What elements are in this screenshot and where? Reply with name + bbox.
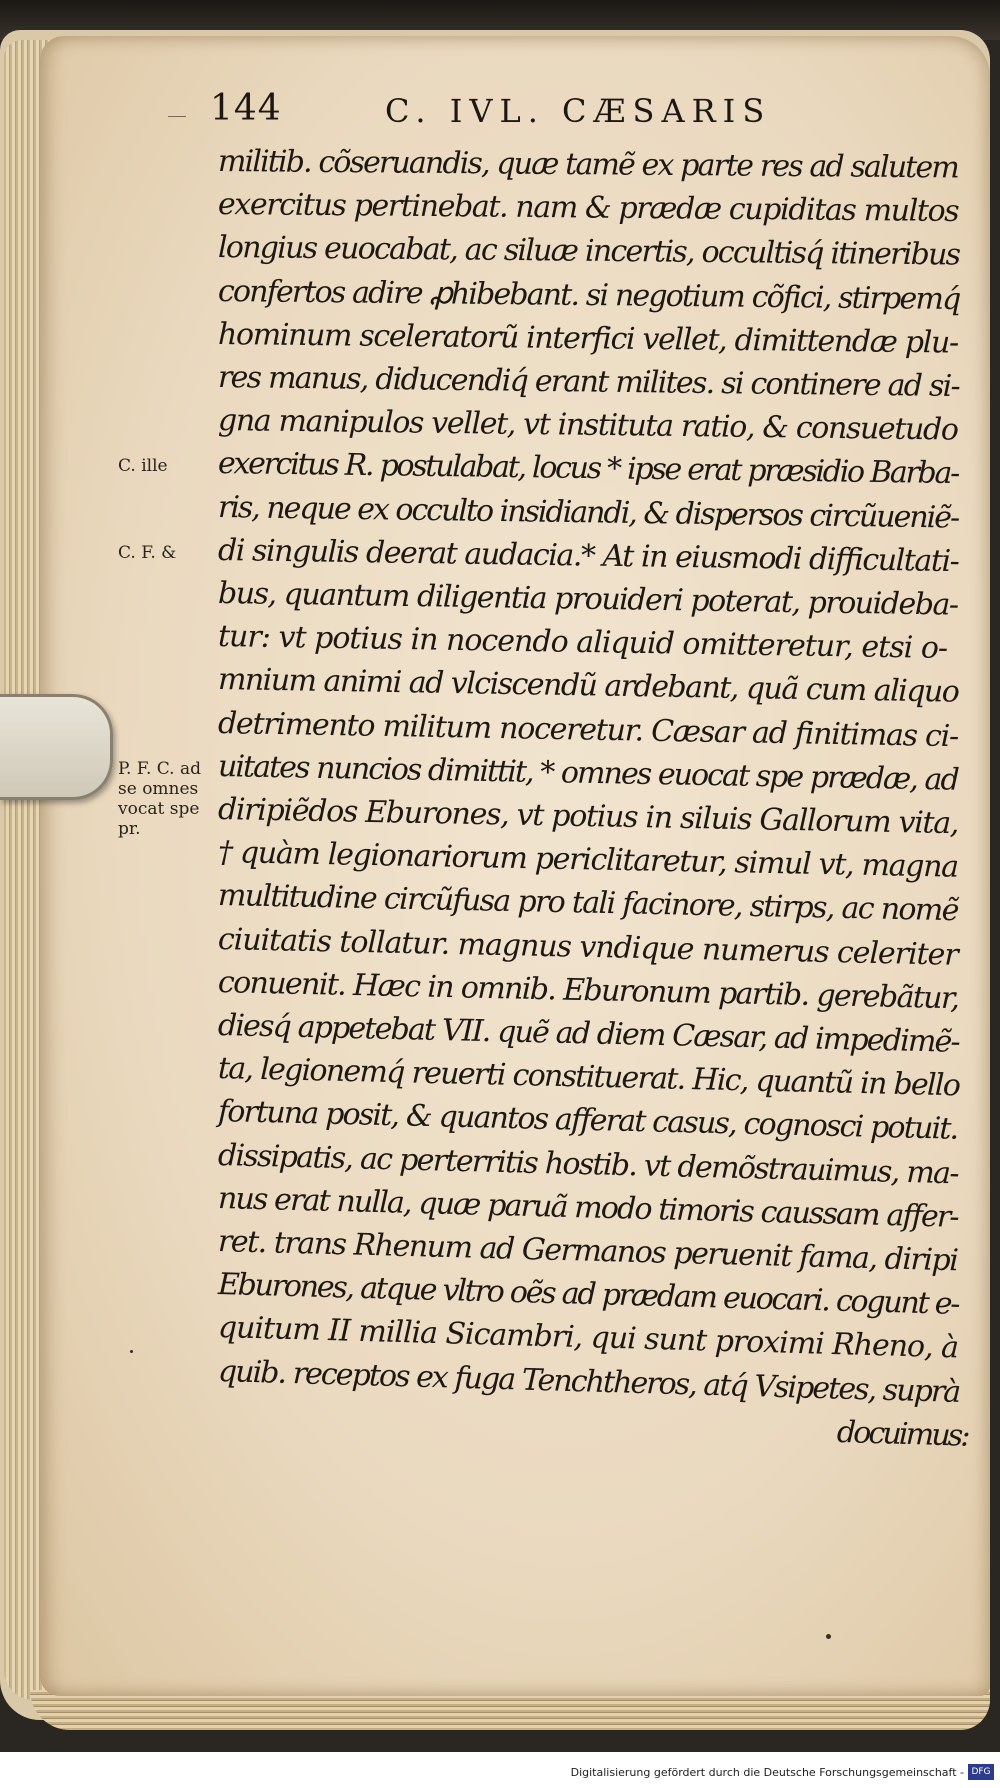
text-line: di singulis deerat audacia.* At in eiusmodi difficultati- [217, 532, 959, 579]
ink-fleck [130, 1350, 133, 1353]
text-line: militib. cõseruandis, quæ tamẽ ex parte res ad salutem [217, 144, 959, 186]
text-line: detrimento militum noceretur. Cæsar ad finitimas ci- [217, 705, 959, 754]
text-line: fortuna posit, & quantos afferat casus, cognosci potuit. [217, 1094, 958, 1148]
text-line: tur: vt potius in nocendo aliquid omitteretur, etsi o- [217, 619, 948, 667]
text-line: ris, neque ex occulto insidiandi, & dispersos circũueniẽ- [217, 489, 959, 536]
text-line: uitates nuncios dimittit, * omnes euocat spe prædæ, ad [217, 748, 959, 798]
text-line: ciuitatis tollatur. magnus vndique numerus celeriter [217, 921, 958, 973]
ink-fleck [826, 1634, 831, 1639]
page-number: 144 [210, 88, 282, 129]
text-line: multitudine circũfusa pro tali facinore, stirps, ac nomẽ [217, 878, 959, 929]
text-line: mnium animi ad vlciscendũ ardebant, quã cum aliquo [217, 662, 959, 711]
bottom-page-edges [30, 1690, 990, 1730]
text-line: longius euocabat, ac siluæ incertis, occultisq́ itineribus [217, 230, 960, 273]
text-line: res manus, diducendiq́ erant milites. si continere ad si- [217, 360, 960, 405]
running-title: C. IVL. CÆSARIS [385, 92, 772, 130]
text-line: Eburones, atque vltro oẽs ad prædam euocari. cogunt e- [217, 1267, 959, 1323]
text-line: conuenit. Hæc in omnib. Eburonum partib. gerebãtur, [217, 964, 959, 1017]
text-line: diripiẽdos Eburones, vt potius in siluis Gallorum vita, [217, 792, 959, 842]
marginal-note: P. F. C. ad se omnes vocat spe pr. [118, 758, 201, 839]
margin-mark [168, 116, 186, 117]
text-line: exercitus pertinebat. nam & prædæ cupiditas multos [217, 187, 959, 230]
bookmark-tab [0, 694, 113, 800]
text-line: confertos adire ꝓhibebant. si negotium cõfici, stirpemq́ [217, 273, 960, 317]
text-line: docuimus: [836, 1414, 969, 1454]
dfg-logo: DFG [968, 1764, 994, 1780]
marginal-note: C. ille [118, 456, 168, 477]
text-line: gna manipulos vellet, vt instituta ratio, & consuetudo [217, 403, 958, 448]
text-line: bus, quantum diligentia prouideri poterat, prouideba- [217, 576, 958, 623]
text-line: ret. trans Rhenum ad Germanos peruenit fama, diripi [217, 1224, 958, 1279]
text-line: hominum sceleratorũ interfici vellet, dimittendæ plu- [217, 316, 958, 361]
text-line: quitum II millia Sicambri, qui sunt proximi Rheno, à [217, 1310, 959, 1366]
text-line: quib. receptos ex fuga Tenchtheros, atq́ Vsipetes, suprà [217, 1353, 960, 1410]
main-text [217, 140, 978, 1454]
text-line: diesq́ appetebat VII. quẽ ad diem Cæsar, ad impedimẽ- [217, 1008, 960, 1060]
text-line: nus erat nulla, quæ paruã modo timoris caussam affer- [217, 1180, 959, 1235]
footer-credit: Digitalisierung gefördert durch die Deutsche Forschungsgemeinschaft - [570, 1766, 964, 1779]
text-line: † quàm legionariorum periclitaretur, simul vt, magna [217, 835, 959, 885]
text-line: ta, legionemq́ reuerti constituerat. Hic, quantũ in bello [217, 1051, 960, 1104]
text-line: dissipatis, ac perterritis hostib. vt demõstrauimus, ma- [217, 1137, 959, 1192]
marginal-note: C. F. & [118, 542, 177, 563]
text-line: exercitus R. postulabat, locus * ipse erat præsidio Barba- [217, 446, 959, 492]
page-header [210, 88, 830, 138]
